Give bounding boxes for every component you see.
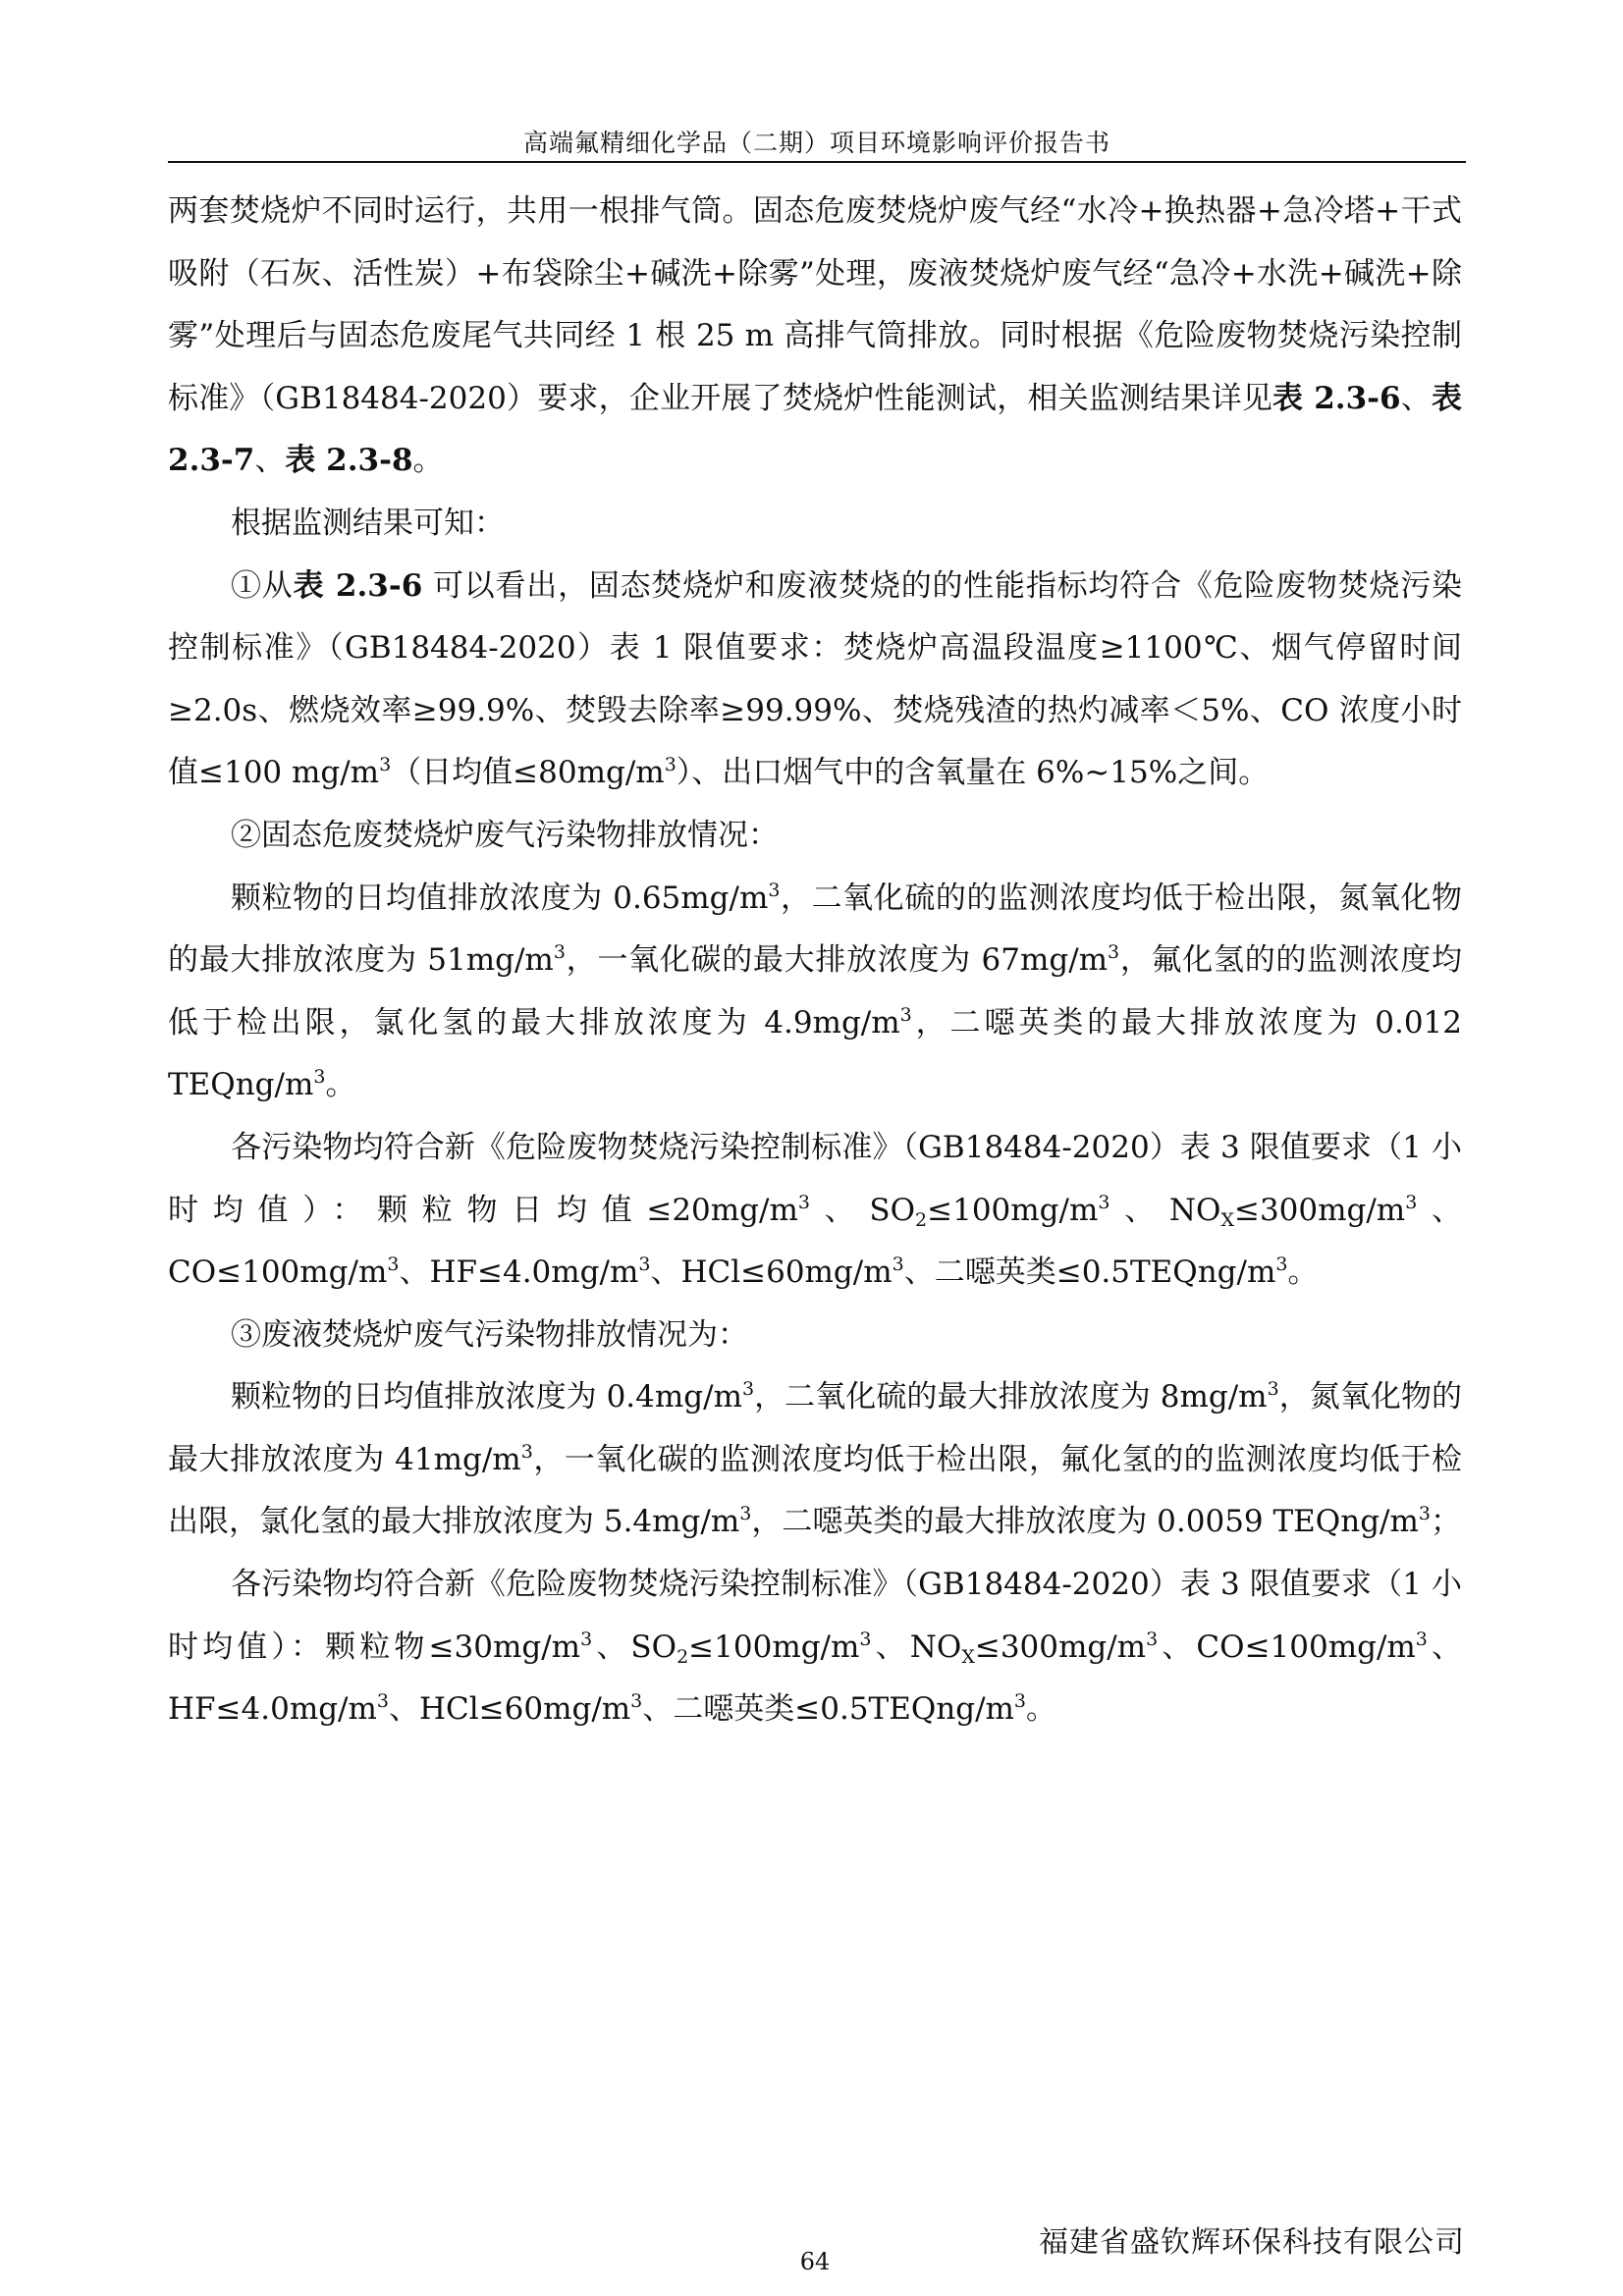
- paragraph-7: ③废液焚烧炉废气污染物排放情况为：: [231, 1316, 748, 1353]
- paragraph-2: 根据监测结果可知：: [231, 505, 505, 541]
- page-number: 64: [799, 2248, 831, 2275]
- table-ref-2-3-8: 表 2.3-8: [285, 443, 413, 479]
- company-name: 福建省盛钦辉环保科技有限公司: [1039, 2225, 1465, 2260]
- paragraph-4: ②固态危废焚烧炉废气污染物排放情况：: [231, 817, 779, 853]
- running-header: 高端氟精细化学品（二期）项目环境影响评价报告书: [522, 129, 1110, 157]
- paragraph-3: ①从表 2.3-6 可以看出，固态焚烧炉和废液焚烧的的性能指标均符合《危险废物焚烧污染控制标准》（GB18484-2020）表 1 限值要求：焚烧炉高温段温度≥1100℃、烟气停留时间≥2.0s、燃烧效率≥99.9%、焚毁去除率≥99.99%、焚烧残渣的热灼减率＜5%、CO 浓度小时值≤100 $mg/m^3$（日均值$\le 80mg/m^3$）、出口烟气中的含氧量在 6%~15%之间。: [168, 567, 1462, 791]
- paragraph-9: 各污染物均符合新《危险废物焚烧污染控制标准》（GB18484-2020）表 3 限值要求（1 小时均值）：颗粒物$\le 30mg/m^3$、$SO_2\le 100mg/m^3$、$NO_X\le 300mg/m^3$、$CO\le 100mg/m^3$、$HF\le 4.0mg/m^3$、$HCl\le 60mg/m^3$、二噁英类$\le 0.5TEQng/m^3$。: [168, 1567, 1463, 1728]
- table-ref-2-3-7: 表 2.3-7: [168, 380, 1462, 479]
- paragraph-5: 颗粒物的日均值排放浓度为 $0.65mg/m^3$，二氧化硫的的监测浓度均低于检出限，氮氧化物的最大排放浓度为 $51mg/m^3$，一氧化碳的最大排放浓度为 $67mg/m^3$，氟化氢的的监测浓度均低于检出限，氯化氢的最大排放浓度为 $4.9mg/m^3$，二噁英类的最大排放浓度为 0.012 TEQng/$m^3$。: [168, 879, 1462, 1103]
- document-body: [168, 181, 1462, 1741]
- table-ref-2-3-6: 表 2.3-6: [1272, 380, 1401, 416]
- paragraph-8: 颗粒物的日均值排放浓度为 $0.4mg/m^3$，二氧化硫的最大排放浓度为 $8mg/m^3$，氮氧化物的最大排放浓度为 $41mg/m^3$，一氧化碳的监测浓度均低于检出限，氟化氢的的监测浓度均低于检出限，氯化氢的最大排放浓度为 $5.4mg/m^3$，二噁英类的最大排放浓度为 0.0059 TEQng/$m^3$；: [168, 1378, 1463, 1540]
- paragraph-6: 各污染物均符合新《危险废物焚烧污染控制标准》（GB18484-2020）表 3 限值要求（1 小时均值）：颗粒物日均值$\le 20mg/m^3$、$SO_2\le 100mg/m^3$、$NO_X\le 300mg/m^3$、$CO\le 100mg/m^3$、$HF\le 4.0mg/m^3$、$HCl\le 60mg/m^3$、二噁英类$\le 0.5TEQng/m^3$。: [168, 1129, 1463, 1291]
- table-ref-2-3-6: 表 2.3-6: [293, 567, 423, 604]
- paragraph-1: 两套焚烧炉不同时运行，共用一根排气筒。固态危废焚烧炉废气经“水冷+换热器+急冷塔+干式吸附（石灰、活性炭）+布袋除尘+碱洗+除雾”处理，废液焚烧炉废气经“急冷+水洗+碱洗+除雾”处理后与固态危废尾气共同经 1 根 25 m 高排气筒排放。同时根据《危险废物焚烧污染控制标准》（GB18484-2020）要求，企业开展了焚烧炉性能测试，相关监测结果详见表 2.3-6、表 2.3-7、表 2.3-8。: [168, 193, 1462, 479]
- header-divider: [168, 161, 1466, 163]
